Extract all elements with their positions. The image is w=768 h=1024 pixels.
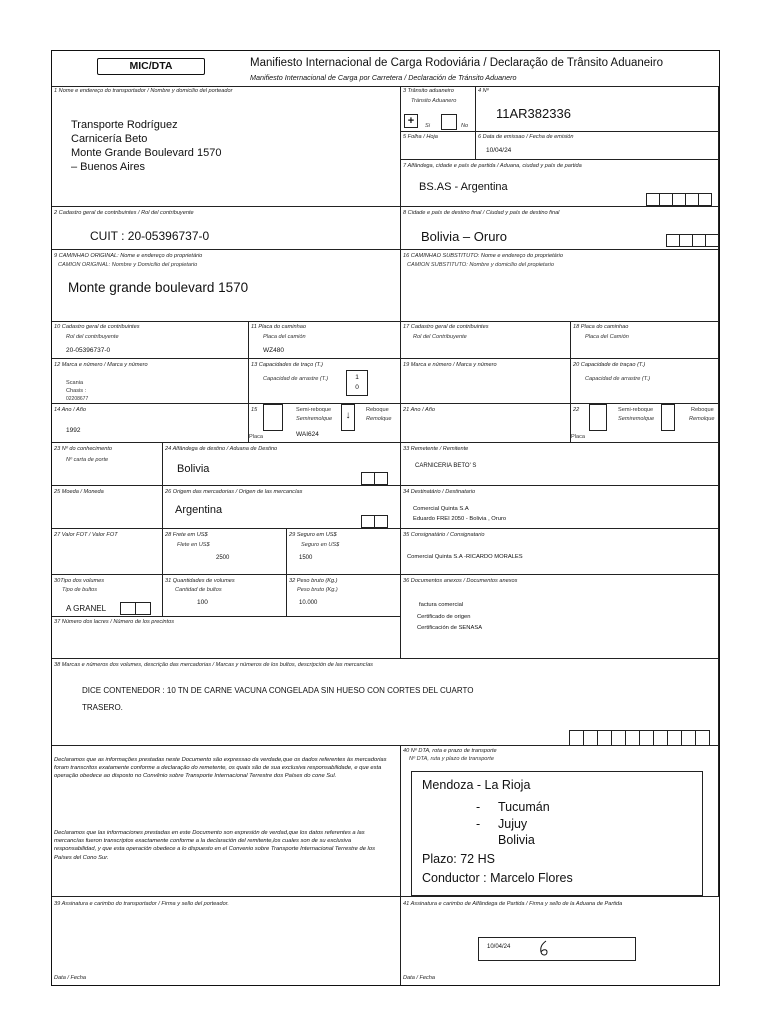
trailer-type-box[interactable] — [263, 404, 283, 431]
issue-date: 10/04/24 — [486, 147, 512, 154]
plate-label: Placa — [571, 434, 585, 440]
field-12-brand — [52, 359, 249, 404]
field-label: 25 Moeda / Moneda — [54, 489, 104, 495]
carrier-cuit: CUIT : 20-05396737-0 — [90, 229, 210, 243]
field-sublabel: Nº DTA, ruta y plazo de transporte — [409, 756, 494, 762]
field-9-original-truck — [52, 250, 401, 322]
field-23-waybill — [52, 443, 163, 486]
route-dash: - — [476, 800, 481, 814]
field-34-recipient — [401, 486, 719, 529]
owner-address: Monte grande boulevard 1570 — [68, 280, 249, 295]
field-label: 24 Alfândega de destino / Aduana de Destino — [165, 446, 278, 452]
field-label: 9 CAMINHAO ORIGINAL: Nome e endereço do proprietário — [54, 253, 203, 259]
no-label: No — [461, 123, 469, 129]
declaration-es: Declaramos que las informaciones prestadas en este Documento son expresión de verdad,que los datos referentes a las mercancías fueron transcriptos exactamente conforme a la declaración del remitente,los cuales son de su exclusiva responsabilidad, y que esta operación obedece a lo dispuesto en el Convenio sobre Transporte Internacional Terrestre de los Países del Cono Sur. — [54, 830, 375, 861]
field-label: 14 Ano / Año — [54, 407, 86, 413]
carrier-line: Transporte Rodríguez — [71, 119, 178, 131]
field-label: 19 Marca e número / Marca y número — [403, 362, 497, 368]
field-label: 27 Valor FOT / Valor FOT — [54, 532, 118, 538]
field-label: 20 Capacidade de traçao (T.) — [573, 362, 646, 368]
field-label: 33 Remetente / Remitente — [403, 446, 469, 452]
field-label: 1 Nome e endereço do transportador / Nombre y domicilio del porteador — [54, 88, 233, 94]
field-sublabel: Cantidad de bultos — [175, 587, 222, 593]
field-sublabel: Flete en US$ — [177, 542, 210, 548]
semi-trailer-label-es: Semiremolque — [296, 416, 333, 422]
field-label: 23 Nº do conhecimento — [54, 446, 113, 452]
field-29-insurance — [287, 529, 401, 575]
transit-no-checkbox[interactable] — [441, 114, 457, 130]
field-21-year — [401, 404, 571, 443]
signature-mark — [537, 940, 551, 958]
field-label: 31 Quantidades de volumes — [165, 578, 235, 584]
field-11-truck-plate — [249, 322, 401, 359]
field-33-sender — [401, 443, 719, 486]
field-sublabel: Rol del contribuyente — [66, 334, 119, 340]
carrier-line: – Buenos Aires — [71, 161, 145, 173]
field-sublabel: Placa del Camión — [585, 334, 629, 340]
field-label: 39 Assinatura e carimbo do transportador / Firma y sello del porteador. — [54, 901, 229, 907]
route-box — [411, 771, 703, 896]
field-label: 12 Marca e número / Marca y número — [54, 362, 148, 368]
field-16-substitute-truck — [401, 250, 719, 322]
form-title-pt: Manifiesto Internacional de Carga Rodoviária / Declaração de Trânsito Aduaneiro — [250, 57, 663, 69]
route-line: Mendoza - La Rioja — [422, 778, 531, 792]
plate-label: Placa — [249, 434, 263, 440]
truck-plate: WZ480 — [263, 347, 284, 354]
carrier-line: Monte Grande Boulevard 1570 — [71, 147, 222, 159]
field-7-departure — [401, 160, 719, 207]
package-quantity: 100 — [197, 599, 208, 606]
form-title-es: Manifiesto Internacional de Carga por Carretera / Declaración de Tránsito Aduanero — [250, 73, 517, 82]
customs-date: 10/04/24 — [487, 944, 511, 950]
field-3-transit — [401, 86, 476, 132]
trailer-label: Reboque — [691, 407, 714, 413]
declaration-pt: Declaramos que as informações prestadas neste Documento são expressao da verdade,que os dados referentes às mercadorias foram transcritos exatamente conforme a declaração do remetente, os quais são de sua exclusiva responsabilidade, e que esta operação obedece ao disposto no Convênio sobre Transporte Internacional Terrestre dos Países do cone Sul. — [54, 757, 387, 780]
field-24-dest-customs — [163, 443, 401, 486]
recipient-name: Comercial Quinta S.A — [413, 506, 469, 512]
departure-location: BS.AS - Argentina — [419, 181, 508, 193]
manifest-number: 11AR382336 — [496, 106, 571, 121]
trailer-type-box[interactable] — [589, 404, 607, 431]
route-dash: - — [476, 817, 481, 831]
recipient-address: Eduardo FREI 2050 - Bolivia , Oruro — [413, 516, 507, 522]
semi-trailer-checkbox[interactable] — [661, 404, 675, 431]
capacity-value: 1 0 — [346, 370, 368, 396]
gross-weight: 10.000 — [299, 600, 318, 606]
semi-trailer-label: Semi-reboque — [296, 407, 332, 413]
field-label: 11 Placa do caminhao — [251, 324, 306, 330]
field-sublabel: Placa del camión — [263, 334, 306, 340]
field-label: 10 Cadastro geral de contribuintes — [54, 324, 140, 330]
field-label: 29 Seguro em US$ — [289, 532, 337, 538]
field-label: 28 Frete em US$ — [165, 532, 208, 538]
field-38-goods-description — [52, 659, 719, 746]
route-driver: Conductor : Marcelo Flores — [422, 871, 573, 885]
field-6-issue-date — [476, 132, 719, 160]
field-18-truck-plate — [571, 322, 719, 359]
field-sublabel: Capacidad de arrastre (T.) — [585, 376, 651, 382]
field-26-origin — [163, 486, 401, 529]
field-13-capacity — [249, 359, 401, 404]
semi-trailer-label: Semi-reboque — [618, 407, 654, 413]
field-label: 17 Cadastro geral de contribuintes — [403, 324, 489, 330]
field-label: 3 Trânsito aduaneiro — [403, 88, 454, 94]
field-sublabel: CAMION SUBSTITUTO: Nombre y domicilio del propietario — [407, 262, 554, 268]
field-label: 41 Assinatura e carimbo de Alfândega de Partida / Firma y sello de la Aduana de Partida — [403, 901, 623, 907]
destination-location: Bolivia – Oruro — [421, 229, 507, 244]
field-5-sheet — [401, 132, 476, 160]
field-10-taxpayer — [52, 322, 249, 359]
trailer-plate: WAI624 — [296, 431, 319, 438]
chassis-number: 02208677 — [66, 396, 89, 402]
route-line: Bolivia — [498, 833, 535, 847]
route-term: Plazo: 72 HS — [422, 852, 495, 866]
goods-origin: Argentina — [175, 504, 223, 516]
field-label: 37 Número dos lacres / Número de los precintos — [54, 619, 175, 625]
trailer-label: Reboque — [366, 407, 389, 413]
field-4-number — [476, 86, 719, 132]
truck-brand: Scania — [66, 380, 84, 386]
attachment-item: Certificado de origen — [417, 614, 471, 620]
date-label: Data / Fecha — [403, 975, 436, 981]
field-label: 21 Ano / Año — [403, 407, 435, 413]
field-label: 38 Marcas e números dos volumes, descrição das mercadorias / Marcas y números de los bultos, descripción de las mercancías — [54, 662, 373, 668]
field-label: 35 Consignatário / Consignatario — [403, 532, 485, 538]
field-label: 5 Folha / Hoja — [403, 134, 438, 140]
field-label: 15 — [251, 407, 258, 413]
field-sublabel: Capacidad de arrastre (T.) — [263, 376, 329, 382]
field-label: 13 Capacidades de traço (T.) — [251, 362, 323, 368]
field-label: 4 Nº — [478, 88, 489, 94]
owner-tax-id: 20-05396737-0 — [66, 347, 111, 354]
field-14-year — [52, 404, 249, 443]
field-label: 22 — [573, 407, 580, 413]
field-label: 8 Cidade e país de destino final / Ciudad y país de destino final — [403, 210, 560, 216]
freight-value: 2500 — [216, 555, 230, 561]
field-label: 32 Peso bruto (Kg.) — [289, 578, 338, 584]
carrier-line: Carnicería Beto — [71, 133, 148, 145]
trailer-label-es: Remolque — [366, 416, 392, 422]
attachment-item: Certificación de SENASA — [417, 625, 483, 631]
field-1-carrier — [52, 86, 401, 207]
field-31-quantity — [163, 575, 287, 617]
field-label: 40 Nº DTA, rota e prazo de transporte — [403, 748, 497, 754]
field-41-customs-signature — [401, 897, 719, 985]
field-8-destination — [401, 207, 719, 250]
field-label: 36 Documentos anexos / Documentos anexos — [403, 578, 518, 584]
semi-trailer-label-es: Semiremolque — [618, 416, 655, 422]
field-label: 18 Placa do caminhao — [573, 324, 629, 330]
field-sublabel: Tránsito Aduanero — [411, 98, 457, 104]
consignee-name: Comercial Quinta S.A -RICARDO MORALES — [407, 554, 523, 560]
attachment-item: factura comercial — [419, 602, 464, 608]
transit-yes-checkbox[interactable]: + — [404, 114, 418, 128]
declarations — [52, 746, 401, 897]
field-label: 26 Origem das mercadorias / Origen de las mercancías — [165, 489, 303, 495]
field-25-currency — [52, 486, 163, 529]
chassis-label: Chasis : — [66, 388, 87, 394]
insurance-value: 1500 — [299, 555, 313, 561]
field-30-package-type — [52, 575, 163, 617]
field-label: 7 Alfândega, cidade e país de partida / Aduana, ciudad y país de partida — [403, 163, 582, 169]
route-line: Jujuy — [498, 817, 528, 831]
goods-description-cont: TRASERO. — [82, 703, 123, 712]
destination-customs: Bolivia — [177, 463, 210, 475]
field-39-carrier-signature — [52, 897, 401, 985]
date-label: Data / Fecha — [54, 975, 87, 981]
field-sublabel: Seguro en US$ — [301, 542, 340, 548]
package-type: A GRANEL — [66, 604, 107, 613]
route-line: Tucumán — [498, 800, 550, 814]
field-label: 30Tipo dos volumes — [54, 578, 105, 584]
field-sublabel: CAMION ORIGINAL: Nombre y Domicilio del propietario — [58, 262, 198, 268]
semi-trailer-checkbox[interactable]: ↓ — [341, 404, 355, 431]
field-label: 34 Destinatário / Destinatario — [403, 489, 476, 495]
field-36-attachments — [401, 575, 719, 659]
yes-label: Si — [425, 123, 430, 129]
field-37-seals — [52, 617, 401, 659]
field-17-taxpayer — [401, 322, 571, 359]
field-35-consignee — [401, 529, 719, 575]
field-sublabel: Peso bruto (Kg.) — [297, 587, 338, 593]
field-2-taxpayer — [52, 207, 401, 250]
mic-dta-form — [51, 50, 720, 986]
field-28-freight — [163, 529, 287, 575]
field-20-capacity — [571, 359, 719, 404]
customs-stamp-box — [478, 937, 636, 961]
trailer-label-es: Remolque — [689, 416, 715, 422]
goods-description: DICE CONTENEDOR : 10 TN DE CARNE VACUNA CONGELADA SIN HUESO CON CORTES DEL CUARTO — [82, 686, 474, 695]
sender-name: CARNICERIA BETO' S — [415, 463, 477, 469]
field-sublabel: Nº carta de porte — [66, 457, 109, 463]
truck-year: 1992 — [66, 427, 81, 434]
field-15-trailer — [249, 404, 401, 443]
field-label: 6 Data de emissao / Fecha de emisión — [478, 134, 574, 140]
field-32-gross-weight — [287, 575, 401, 617]
field-sublabel: Tipo de bultos — [62, 587, 98, 593]
field-22-trailer — [571, 404, 719, 443]
field-label: 2 Cadastro geral de contribuintes / Rol del contribuyente — [54, 210, 194, 216]
field-19-brand — [401, 359, 571, 404]
field-27-fot-value — [52, 529, 163, 575]
field-label: 16 CAMINHAO SUBSTITUTO: Nome e endereço do proprietário — [403, 253, 564, 259]
field-sublabel: Rol del Contribuyente — [413, 334, 467, 340]
doc-code: MIC/DTA — [97, 58, 205, 75]
